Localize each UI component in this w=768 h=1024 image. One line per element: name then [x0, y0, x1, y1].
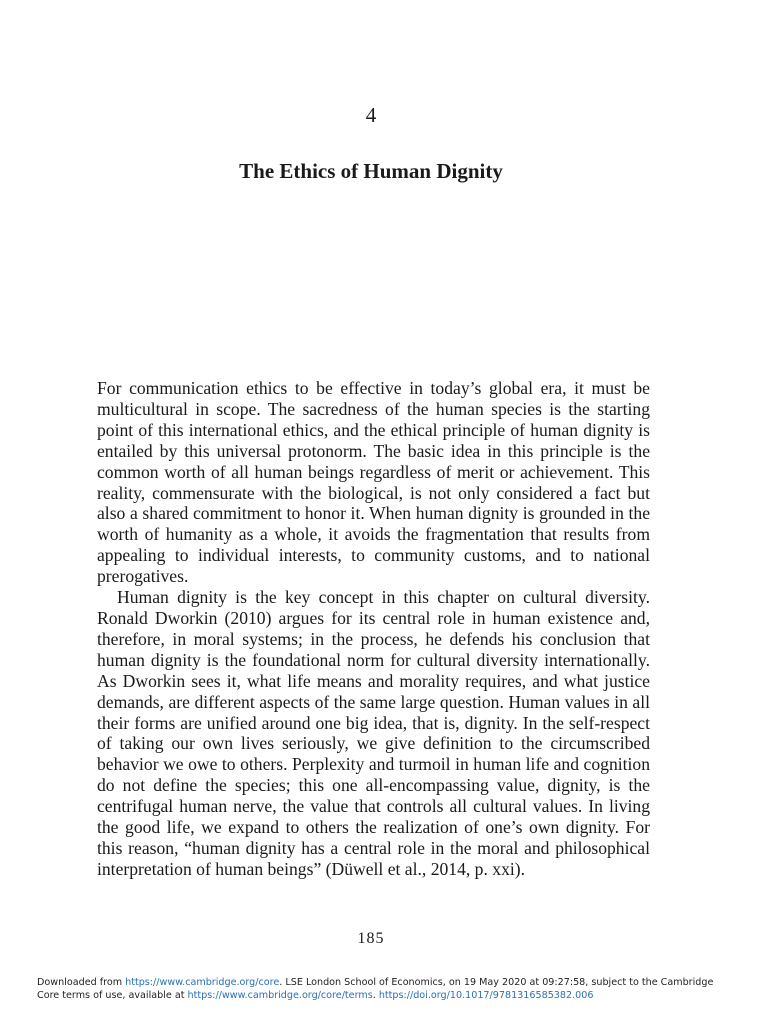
footer-middle: . LSE London School of Economics, on 19 May 2020 at 09:27:58, subject to the Cambridge Core terms of use, available at — [37, 977, 714, 1001]
footer-prefix: Downloaded from — [37, 977, 126, 988]
paragraph: Human dignity is the key concept in this chapter on cultural diversity. Ronald Dworkin (2010) argues for its central role in human existence and, therefore, in moral systems; in the process, he defends his conclusion that human dignity is the foundational norm for cultural diversity internationally. As Dworkin sees it, what life means and morality requires, and what justice demands, are different aspects of the same large question. Human values in all their forms are unified around one big idea, that is, dignity. In the self-respect of taking our own lives seriously, we give definition to the circumscribed behavior we owe to others. Perplexity and turmoil in human life and cognition do not define the species; this one all-encompassing value, dignity, is the centrifugal human nerve, the value that controls all cultural values. In living the good life, we expand to others the realization of one’s own dignity. For this reason, “human dignity has a central role in the moral and philosophical interpretation of human beings” (Düwell et al., 2014, p. xxi). — [97, 587, 650, 879]
terms-link[interactable]: https://www.cambridge.org/core/terms — [187, 990, 373, 1001]
page-number: 185 — [357, 930, 385, 947]
footer-sep: . — [372, 990, 379, 1001]
chapter-number: 4 — [365, 103, 377, 127]
body-text — [97, 378, 650, 880]
doi-link[interactable]: https://doi.org/10.1017/9781316585382.006 — [378, 990, 594, 1001]
chapter-title: The Ethics of Human Dignity — [239, 159, 503, 183]
download-footer — [37, 976, 737, 1002]
paragraph: For communication ethics to be effective in today’s global era, it must be multicultural in scope. The sacredness of the human species is the starting point of this international ethics, and the ethical principle of human dignity is entailed by this universal protonorm. The basic idea in this principle is the common worth of all human beings regardless of merit or achievement. This reality, commensurate with the biological, is not only considered a fact but also a shared commitment to honor it. When human dignity is grounded in the worth of humanity as a whole, it avoids the fragmentation that results from appealing to individual interests, to community customs, and to national prerogatives. — [97, 378, 650, 587]
cambridge-core-link[interactable]: https://www.cambridge.org/core — [125, 977, 280, 988]
